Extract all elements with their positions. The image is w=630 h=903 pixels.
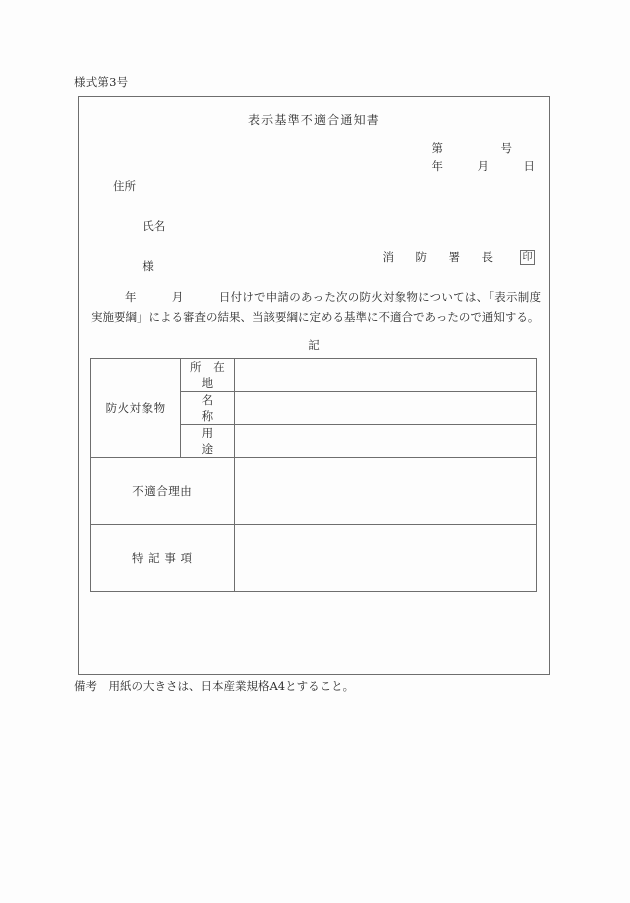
table-value-usage[interactable]	[234, 425, 536, 458]
table-value-name[interactable]	[234, 392, 536, 425]
body-paragraph-text: 年 月 日付けで申請のあった次の防火対象物については、「表示制度実施要綱」による審査の結果、当該要綱に定める基準に不適合であったので通知する。	[91, 290, 541, 324]
addressee-address-label: 住所	[113, 179, 136, 193]
table-sublabel-usage: 用 途	[181, 425, 234, 458]
table-label-remarks: 特 記 事 項	[91, 525, 235, 592]
issuer-title: 消 防 署 長	[382, 250, 498, 264]
issuer-block	[383, 249, 536, 265]
table-label-reason: 不適合理由	[91, 458, 235, 525]
addressee-honorific: 様	[142, 259, 154, 273]
table-row	[91, 458, 537, 525]
addressee-name-row	[113, 196, 228, 296]
table-value-remarks[interactable]	[234, 525, 536, 592]
body-paragraph	[91, 287, 541, 327]
reference-block	[432, 139, 536, 175]
document-frame	[78, 96, 550, 675]
seal-icon: 印	[520, 250, 535, 265]
addressee-name-label: 氏名	[142, 219, 166, 233]
table-row	[91, 525, 537, 592]
form-number-label: 様式第3号	[74, 75, 129, 89]
addressee-block	[113, 176, 228, 296]
document-title: 表示基準不適合通知書	[247, 113, 380, 127]
table-row	[91, 359, 537, 392]
reference-number-line: 第 号	[431, 141, 512, 155]
table-value-reason[interactable]	[234, 458, 536, 525]
table-label-building: 防火対象物	[91, 359, 181, 458]
ki-mark: 記	[308, 338, 320, 352]
table-sublabel-location: 所 在 地	[181, 359, 234, 392]
table-sublabel-name: 名 称	[181, 392, 234, 425]
footer-note: 備考 用紙の大きさは、日本産業規格A4とすること。	[74, 679, 355, 693]
table-value-location[interactable]	[234, 359, 536, 392]
reference-date-line: 年 月 日	[431, 159, 535, 173]
form-table	[90, 358, 537, 592]
